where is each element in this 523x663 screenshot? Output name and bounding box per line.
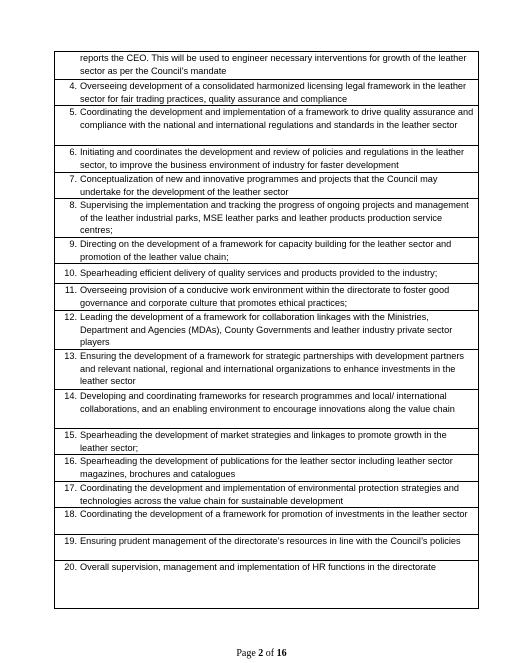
table-row — [55, 349, 478, 389]
item-text: Overseeing development of a consolidated harmonized licensing legal framework in the leather sector for fair trading practices, quality assurance and compliance — [80, 81, 467, 104]
item-text: Ensuring the development of a framework for strategic partnerships with development partners and relevant national, regional and international organizations to enhance investments in the leather sector — [80, 351, 465, 386]
item-text: Ensuring prudent management of the directorate’s resources in line with the Council’s policies — [80, 536, 461, 546]
item-number: 14. — [64, 391, 77, 401]
item-text: Coordinating the development and implementation of a framework to drive quality assurance and compliance with the national and international regulations and standards in the leather sector — [80, 107, 474, 130]
table-row — [55, 263, 478, 283]
table-row — [55, 560, 478, 608]
item-text: reports the CEO. This will be used to engineer necessary interventions for growth of the leather sector as per the Council’s mandate — [80, 53, 467, 76]
table-row — [55, 428, 478, 454]
page-label: Page — [236, 648, 256, 659]
item-number: 8. — [69, 200, 77, 210]
duties-table — [54, 51, 479, 609]
table-row — [55, 454, 478, 481]
item-number: 20. — [64, 562, 77, 572]
table-row — [55, 534, 478, 560]
item-number: 6. — [69, 147, 77, 157]
table-row — [55, 389, 478, 428]
item-number: 19. — [64, 536, 77, 546]
table-row — [55, 283, 478, 310]
table-row — [55, 507, 478, 534]
item-text: Leading the development of a framework for collaboration linkages with the Ministries, Department and Agencies (MDAs), County Governments and leather industry private sector players — [80, 312, 453, 347]
item-text: Developing and coordinating frameworks for research programmes and local/ international collaborations, and an enabling environment to encourage innovations along the value chain — [80, 391, 455, 414]
table-row — [55, 310, 478, 349]
item-text: Supervising the implementation and tracking the progress of ongoing projects and management of the leather industrial parks, MSE leather parks and leather products production service centres; — [80, 200, 469, 235]
item-text: Spearheading the development of market strategies and linkages to promote growth in the leather sector; — [80, 430, 447, 453]
item-number: 4. — [69, 81, 77, 91]
table-row — [55, 79, 478, 105]
item-text: Spearheading efficient delivery of quality services and products provided to the industry; — [80, 268, 438, 279]
item-number: 9. — [69, 239, 77, 249]
item-number: 12. — [64, 312, 77, 322]
table-row — [55, 145, 478, 172]
table-row-continuation — [55, 52, 478, 79]
item-text: Coordinating the development of a framework for promotion of investments in the leather sector — [80, 509, 468, 519]
item-text: Directing on the development of a framework for capacity building for the leather sector and promotion of the leather value chain; — [80, 239, 452, 262]
page-footer — [0, 648, 523, 659]
item-text: Overall supervision, management and implementation of HR functions in the directorate — [80, 562, 436, 572]
item-text: Spearheading the development of publications for the leather sector including leather sector magazines, brochures and catalogues — [80, 456, 453, 479]
item-number: 13. — [64, 351, 77, 361]
item-number: 15. — [64, 430, 77, 440]
item-number: 11. — [64, 285, 77, 295]
item-text: Coordinating the development and implementation of environmental protection strategies and technologies across the value chain for sustainable development — [80, 483, 459, 506]
item-text: Overseeing provision of a conducive work environment within the directorate to foster good governance and corporate culture that promotes ethical practices; — [80, 285, 450, 308]
table-row — [55, 105, 478, 145]
item-number: 10. — [64, 268, 77, 279]
item-number: 5. — [69, 107, 77, 117]
page-number: 2 — [258, 648, 264, 659]
item-text: Conceptualization of new and innovative programmes and projects that the Council may undertake for the development of the leather sector — [80, 174, 438, 197]
page-total: 16 — [276, 648, 287, 659]
item-text: Initiating and coordinates the development and review of policies and regulations in the leather sector, to improve the business environment of industry for faster development — [80, 147, 465, 170]
item-number: 18. — [64, 509, 77, 519]
table-row — [55, 172, 478, 198]
item-number — [55, 52, 80, 79]
of-label: of — [265, 648, 275, 659]
table-row — [55, 198, 478, 237]
item-number: 17. — [64, 483, 77, 493]
table-row — [55, 481, 478, 507]
item-number: 16. — [64, 456, 77, 466]
table-row — [55, 237, 478, 263]
item-number: 7. — [69, 174, 77, 184]
